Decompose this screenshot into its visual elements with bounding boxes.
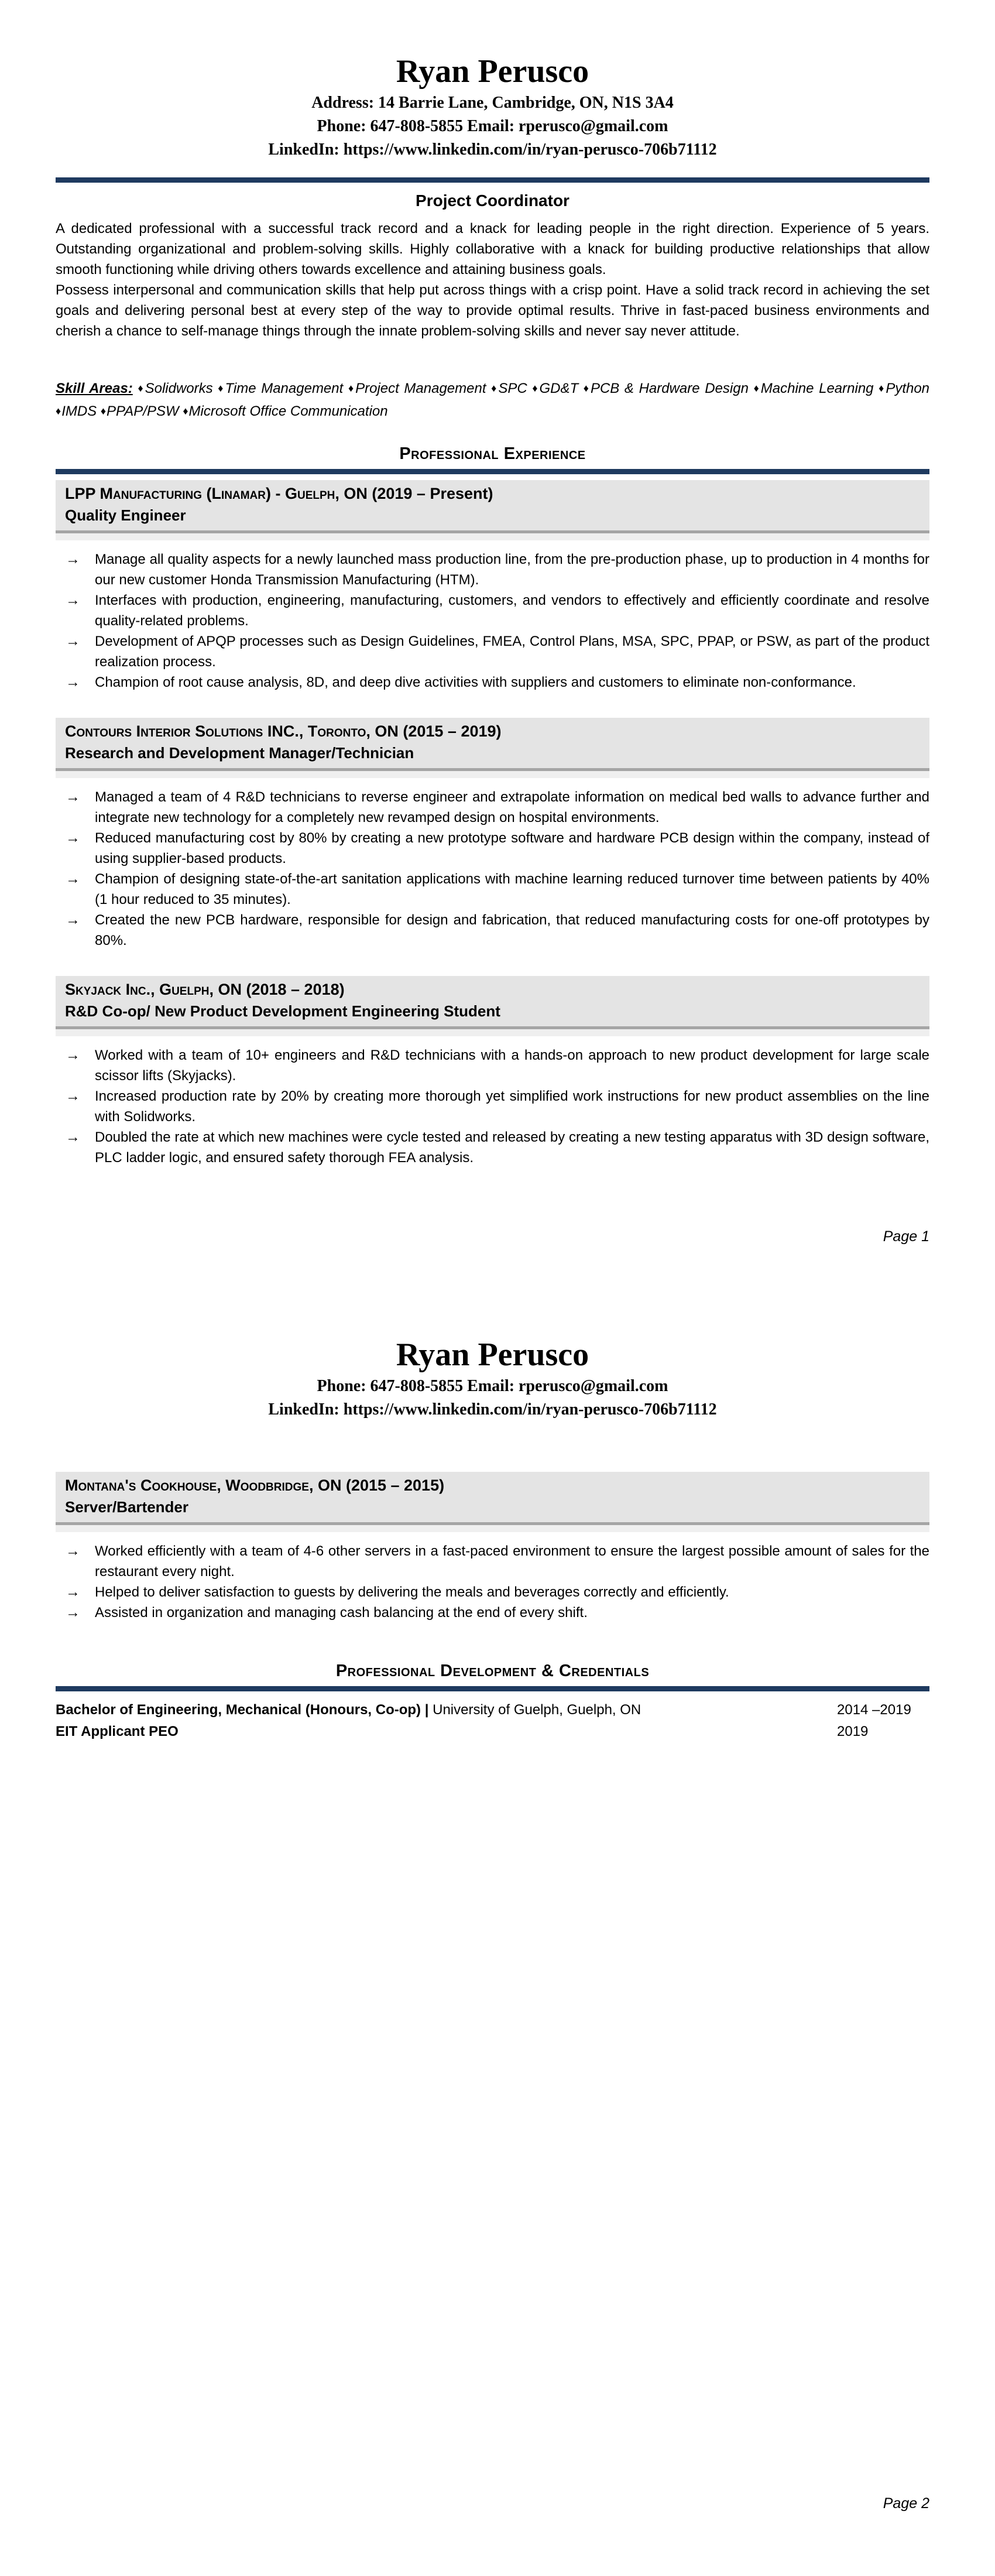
job-header	[56, 480, 929, 533]
bullet-text: Helped to deliver satisfaction to guests by delivering the meals and beverages correctly and efficiently.	[95, 1584, 729, 1600]
job-role-line: Server/Bartender	[65, 1498, 188, 1516]
bullet-text: Worked efficiently with a team of 4-6 other servers in a fast-paced environment to ensure the largest possible amount of sales for the restaurant every night.	[95, 1543, 929, 1580]
job-company-text: Contours Interior Solutions INC., Toronto, ON (2015 – 2019)	[65, 722, 502, 740]
candidate-name: Ryan Perusco	[396, 1337, 589, 1373]
bullet-text: Champion of designing state-of-the-art sanitation applications with machine learning reduced turnover time between patients by 40% (1 hour reduced to 35 minutes).	[95, 871, 929, 907]
credential-title	[56, 1721, 837, 1742]
arrow-bullet-icon: →	[66, 871, 80, 887]
job-company-text: Montana's Cookhouse, Woodbridge, ON (2015 – 2015)	[65, 1477, 445, 1494]
bullet-text: Development of APQP processes such as Design Guidelines, FMEA, Control Plans, MSA, SPC, PPAP, or PSW, as part of the product realization process.	[95, 633, 929, 670]
summary-paragraph-2: Possess interpersonal and communication skills that help put across things with a crisp point. Have a solid track record in achieving the set goals and delivering personal best at every step of the way to provide optimal results. Thrive in fast-paced business environments and cherish a chance to self-manage things through the innate problem-solving skills and never say never attitude.	[56, 282, 929, 339]
candidate-name: Ryan Perusco	[396, 53, 589, 90]
arrow-bullet-icon: →	[66, 830, 80, 846]
diamond-bullet-icon: ♦	[583, 382, 590, 394]
header-divider-rule	[56, 177, 929, 183]
credential-years: 2014 –2019	[837, 1702, 911, 1718]
credential-title-bold: Bachelor of Engineering, Mechanical (Honours, Co-op) |	[56, 1702, 433, 1718]
job-header	[56, 1472, 929, 1525]
skill-item: ♦IMDS	[56, 403, 97, 419]
bullet-item	[56, 910, 929, 951]
job-company-text: Skyjack Inc., Guelph, ON (2018 – 2018)	[65, 981, 345, 998]
bullet-item	[56, 1045, 929, 1086]
job-header-block	[56, 480, 929, 540]
bullet-text: Reduced manufacturing cost by 80% by creating a new prototype software and hardware PCB design within the company, instead of using supplier-based products.	[95, 830, 929, 866]
bullet-item	[56, 631, 929, 672]
skill-item: ♦Python	[879, 381, 930, 396]
arrow-bullet-icon: →	[66, 1129, 80, 1145]
bullet-text: Managed a team of 4 R&D technicians to reverse engineer and extrapolate information on medical bed walls to advance further and integrate new technology for a completely new revamped design on hospital environments.	[95, 789, 929, 825]
page-number-1: Page 1	[883, 1228, 929, 1245]
summary-paragraph-1: A dedicated professional with a successful track record and a knack for leading people in the right direction. Experience of 5 years. Outstanding organizational and problem-solving skills. Highly collaborative with a knack for building productive relationships that allow smooth functioning while driving others towards excellence and attaining business goals.	[56, 221, 929, 278]
arrow-bullet-icon: →	[66, 1047, 80, 1063]
job-bullet-list	[56, 1045, 929, 1168]
linkedin-line: LinkedIn: https://www.linkedin.com/in/ryan-perusco-706b71112	[268, 141, 717, 159]
arrow-bullet-icon: →	[66, 912, 80, 928]
skill-item: ♦PPAP/PSW	[100, 403, 179, 419]
credentials-list	[56, 1699, 929, 1742]
bullet-item	[56, 1127, 929, 1168]
arrow-bullet-icon: →	[66, 789, 80, 805]
bullet-text: Doubled the rate at which new machines were cycle tested and released by creating a new testing apparatus with 3D design software, PLC ladder logic, and ensured safety thorough FEA analysis.	[95, 1129, 929, 1166]
credential-title-regular: University of Guelph, Guelph, ON	[433, 1702, 641, 1718]
phone-email-line: Phone: 647-808-5855 Email: rperusco@gmail.com	[317, 117, 668, 135]
job-role-line: Research and Development Manager/Technician	[65, 744, 414, 762]
credentials-divider-rule	[56, 1686, 929, 1691]
job-entry	[56, 976, 929, 1168]
arrow-bullet-icon: →	[66, 1088, 80, 1104]
arrow-bullet-icon: →	[66, 1543, 80, 1559]
bullet-item	[56, 1541, 929, 1582]
arrow-bullet-icon: →	[66, 551, 80, 567]
skill-item: ♦GD&T	[532, 381, 579, 396]
skill-item: ♦Machine Learning	[753, 381, 874, 396]
job-role-line: Quality Engineer	[65, 506, 186, 524]
arrow-bullet-icon: →	[66, 1604, 80, 1621]
job-entry	[56, 718, 929, 951]
arrow-bullet-icon: →	[66, 1584, 80, 1600]
bullet-text: Assisted in organization and managing cash balancing at the end of every shift.	[95, 1605, 588, 1621]
diamond-bullet-icon: ♦	[138, 382, 145, 394]
skill-item: ♦Solidworks	[138, 381, 213, 396]
job-company-line	[65, 1475, 920, 1496]
arrow-bullet-icon: →	[66, 674, 80, 690]
diamond-bullet-icon: ♦	[532, 382, 539, 394]
bullet-item	[56, 672, 929, 693]
job-company-text: LPP Manufacturing (Linamar) - Guelph, ON (2019 –	[65, 485, 430, 502]
skill-item: ♦Project Management	[348, 381, 486, 396]
diamond-bullet-icon: ♦	[753, 382, 760, 394]
diamond-bullet-icon: ♦	[348, 382, 355, 394]
phone-email-line: Phone: 647-808-5855 Email: rperusco@gmail.com	[317, 1377, 668, 1395]
bullet-text: Created the new PCB hardware, responsible for design and fabrication, that reduced manufacturing costs for one-off prototypes by 80%.	[95, 912, 929, 948]
bullet-item	[56, 549, 929, 590]
skill-item: ♦SPC	[491, 381, 527, 396]
arrow-bullet-icon: →	[66, 592, 80, 608]
bullet-item	[56, 1602, 929, 1623]
experience-divider-rule	[56, 469, 929, 474]
diamond-bullet-icon: ♦	[491, 382, 498, 394]
skill-areas-line	[56, 378, 929, 423]
bullet-text: Increased production rate by 20% by creating more thorough yet simplified work instructions for new product assemblies on the line with Solidworks.	[95, 1088, 929, 1125]
skill-item: ♦Microsoft Office Communication	[183, 403, 388, 419]
job-header-block	[56, 1472, 929, 1532]
job-header	[56, 718, 929, 771]
diamond-bullet-icon: ♦	[100, 405, 107, 417]
job-header-block	[56, 718, 929, 778]
bullet-text: Manage all quality aspects for a newly launched mass production line, from the pre-production phase, up to production in 4 months for our new customer Honda Transmission Manufacturing (HTM).	[95, 551, 929, 588]
bullet-item	[56, 1582, 929, 1602]
linkedin-line: LinkedIn: https://www.linkedin.com/in/ryan-perusco-706b71112	[268, 1400, 717, 1419]
page-2-content	[0, 1288, 995, 1742]
skill-item: ♦Time Management	[218, 381, 344, 396]
bullet-item	[56, 828, 929, 869]
diamond-bullet-icon: ♦	[183, 405, 188, 417]
job-entry	[56, 1472, 929, 1623]
credential-row	[56, 1721, 929, 1742]
bullet-item	[56, 787, 929, 828]
job-company-line	[65, 979, 920, 1001]
page-1-content	[0, 0, 995, 1168]
job-bullet-list	[56, 787, 929, 951]
experience-list-page1	[56, 480, 929, 1168]
job-entry	[56, 480, 929, 693]
diamond-bullet-icon: ♦	[56, 405, 61, 417]
skill-areas-label: Skill Areas:	[56, 381, 133, 396]
page-2	[0, 1288, 995, 2576]
job-header	[56, 976, 929, 1029]
credential-title	[56, 1699, 837, 1721]
bullet-text: Interfaces with production, engineering, manufacturing, customers, and vendors to effectively and efficiently coordinate and resolve quality-related problems.	[95, 592, 929, 629]
job-bullet-list	[56, 1541, 929, 1623]
arrow-bullet-icon: →	[66, 633, 80, 649]
page-number-2: Page 2	[883, 2495, 929, 2512]
experience-list-page2	[56, 1472, 929, 1623]
bullet-text: Champion of root cause analysis, 8D, and deep dive activities with suppliers and customers to eliminate non-conformance.	[95, 674, 856, 690]
skill-item: ♦PCB & Hardware Design	[583, 381, 749, 396]
bullet-text: Worked with a team of 10+ engineers and R&D technicians with a hands-on approach to new product development for large scale scissor lifts (Skyjacks).	[95, 1047, 929, 1084]
credential-row	[56, 1699, 929, 1721]
credentials-section-heading: Professional Development & Credentials	[335, 1662, 650, 1680]
job-role-line: R&D Co-op/ New Product Development Engineering Student	[65, 1002, 500, 1020]
credential-years: 2019	[837, 1724, 869, 1739]
diamond-bullet-icon: ♦	[879, 382, 886, 394]
target-job-title: Project Coordinator	[416, 191, 569, 210]
bullet-item	[56, 1086, 929, 1127]
experience-section-heading: Professional Experience	[399, 444, 586, 463]
credential-title-bold: EIT Applicant PEO	[56, 1724, 179, 1739]
skill-areas-list	[56, 381, 929, 419]
diamond-bullet-icon: ♦	[218, 382, 225, 394]
bullet-item	[56, 869, 929, 910]
job-company-suffix: Present)	[430, 485, 493, 502]
job-company-line	[65, 483, 920, 505]
bullet-item	[56, 590, 929, 631]
job-header-block	[56, 976, 929, 1036]
job-company-line	[65, 721, 920, 742]
address-line: Address: 14 Barrie Lane, Cambridge, ON, N1S 3A4	[311, 94, 674, 112]
job-bullet-list	[56, 549, 929, 693]
